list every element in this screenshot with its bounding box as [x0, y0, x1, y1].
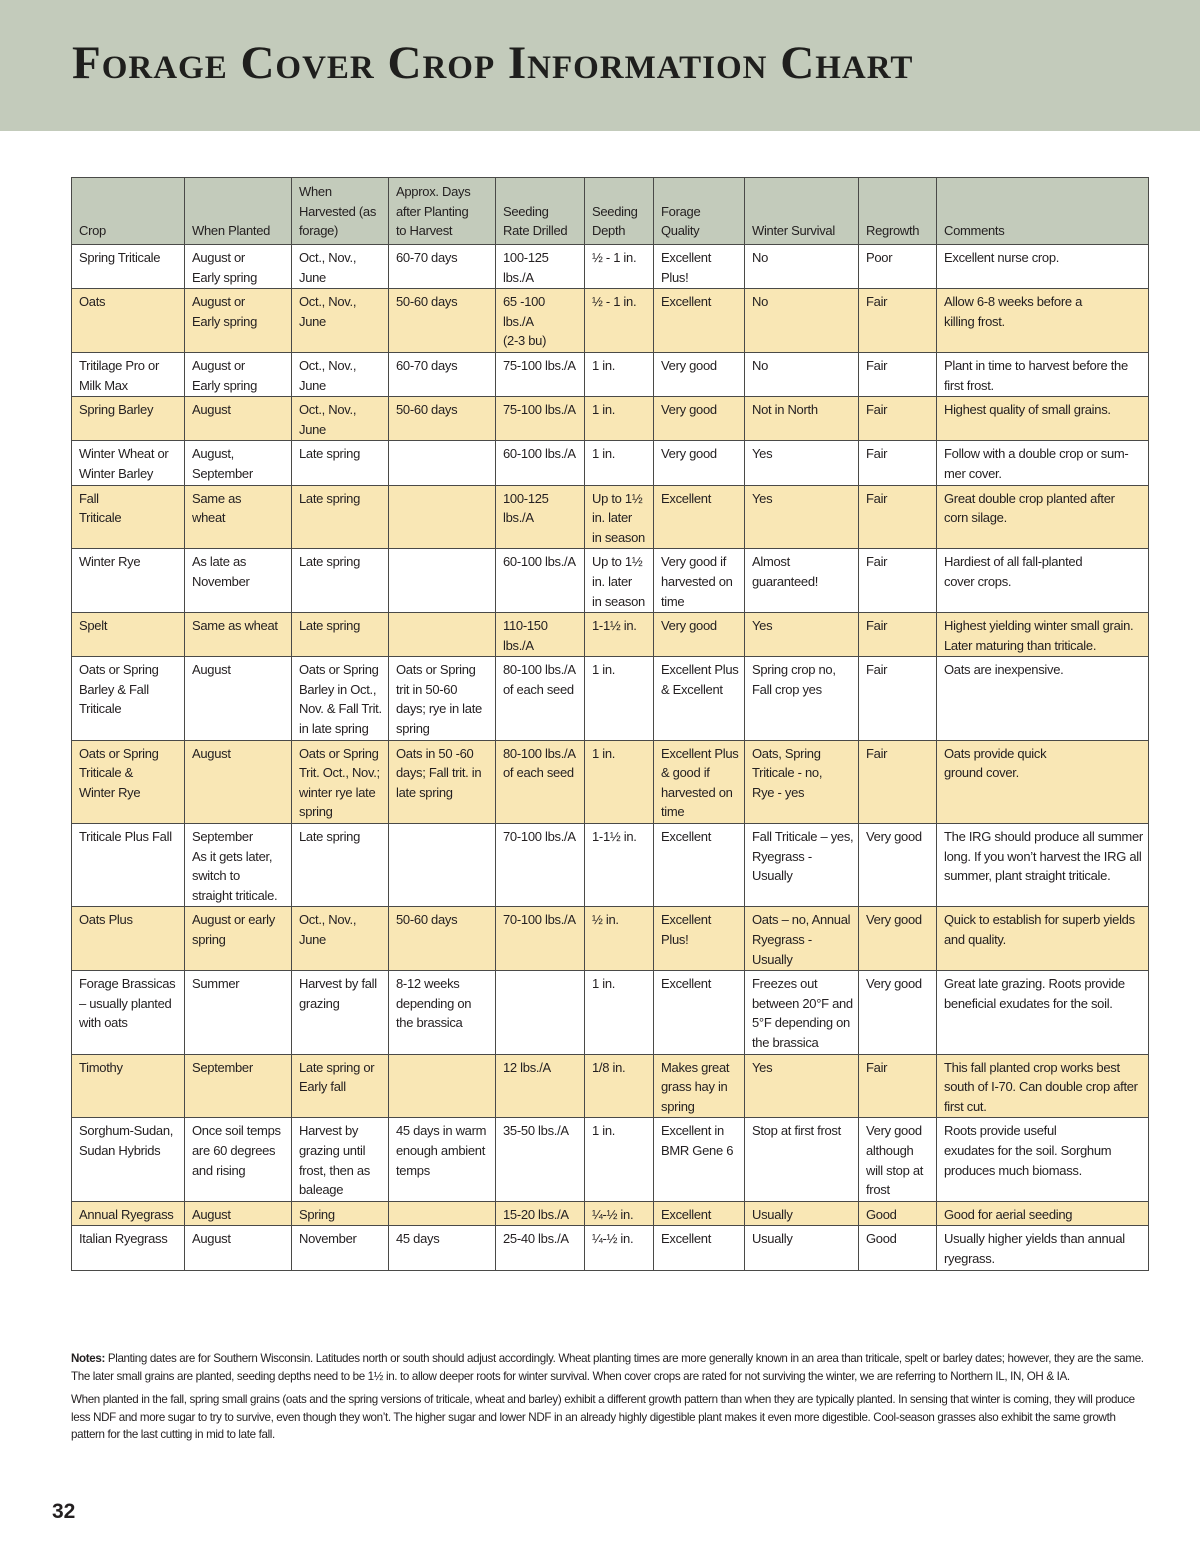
cell-winter-survival: Oats, Spring Triticale - no, Rye - yes [745, 740, 859, 823]
cell-when-planted: August [185, 657, 292, 740]
cell-comments: This fall planted crop works best south of I-70. Can double crop after first cut. [937, 1054, 1149, 1118]
cell-forage-quality: Very good [654, 613, 745, 657]
cell-forage-quality: Very good [654, 352, 745, 396]
table-row [72, 1118, 1149, 1201]
cell-seeding-depth: 1 in. [585, 740, 654, 823]
table-row [72, 485, 1149, 549]
cell-when-harvested: Oats or Spring Barley in Oct., Nov. & Fall Trit. in late spring [292, 657, 389, 740]
cell-regrowth: Fair [859, 613, 937, 657]
cell-when-planted: Same as wheat [185, 613, 292, 657]
cell-days-to-harvest: Oats in 50 -60 days; Fall trit. in late spring [389, 740, 496, 823]
cell-regrowth: Good [859, 1201, 937, 1226]
column-header-when-planted: When Planted [185, 178, 292, 245]
table-row [72, 971, 1149, 1054]
cell-crop: Triticale Plus Fall [72, 824, 185, 907]
column-header-comments: Comments [937, 178, 1149, 245]
cell-regrowth: Fair [859, 397, 937, 441]
cell-when-harvested: Oct., Nov., June [292, 907, 389, 971]
cell-comments: Oats are inexpensive. [937, 657, 1149, 740]
title-banner [0, 0, 1200, 131]
cell-seeding-rate: 60-100 lbs./A [496, 441, 585, 485]
cell-seeding-depth: 1 in. [585, 971, 654, 1054]
cell-regrowth: Poor [859, 245, 937, 289]
cell-days-to-harvest: Oats or Spring trit in 50-60 days; rye in late spring [389, 657, 496, 740]
cell-seeding-rate: 100-125 lbs./A [496, 245, 585, 289]
cell-regrowth: Fair [859, 441, 937, 485]
column-header-seeding-rate: Seeding Rate Drilled [496, 178, 585, 245]
table-row [72, 397, 1149, 441]
cell-when-planted: Once soil temps are 60 degrees and rising [185, 1118, 292, 1201]
cell-when-planted: August or Early spring [185, 245, 292, 289]
cell-when-harvested: Late spring [292, 485, 389, 549]
cell-when-planted: September As it gets later, switch to straight triticale. [185, 824, 292, 907]
cell-regrowth: Fair [859, 352, 937, 396]
cell-winter-survival: Stop at first frost [745, 1118, 859, 1201]
cell-seeding-rate: 70-100 lbs./A [496, 824, 585, 907]
cell-crop: Italian Ryegrass [72, 1226, 185, 1270]
cell-comments: Hardiest of all fall-planted cover crops. [937, 549, 1149, 613]
table-row [72, 289, 1149, 353]
cell-seeding-rate: 65 -100 lbs./A (2-3 bu) [496, 289, 585, 353]
cell-days-to-harvest: 8-12 weeks depending on the brassica [389, 971, 496, 1054]
cell-days-to-harvest: 45 days in warm enough ambient temps [389, 1118, 496, 1201]
crop-table-container [71, 177, 1148, 1271]
cell-comments: Great double crop planted after corn silage. [937, 485, 1149, 549]
cell-when-planted: August [185, 740, 292, 823]
cell-when-planted: As late as November [185, 549, 292, 613]
cell-when-planted: August [185, 1201, 292, 1226]
cell-crop: Oats or Spring Barley & Fall Triticale [72, 657, 185, 740]
cell-when-harvested: Late spring [292, 613, 389, 657]
column-header-days-to-harvest: Approx. Days after Planting to Harvest [389, 178, 496, 245]
cell-when-harvested: Late spring or Early fall [292, 1054, 389, 1118]
cell-forage-quality: Very good if harvested on time [654, 549, 745, 613]
cell-seeding-rate: 35-50 lbs./A [496, 1118, 585, 1201]
cell-days-to-harvest [389, 485, 496, 549]
table-row [72, 740, 1149, 823]
cell-seeding-rate: 110-150 lbs./A [496, 613, 585, 657]
cell-comments: Oats provide quick ground cover. [937, 740, 1149, 823]
cell-crop: Timothy [72, 1054, 185, 1118]
cell-when-harvested: Oats or Spring Trit. Oct., Nov.; winter rye late spring [292, 740, 389, 823]
cell-comments: Roots provide useful exudates for the soil. Sorghum produces much biomass. [937, 1118, 1149, 1201]
cell-seeding-rate: 70-100 lbs./A [496, 907, 585, 971]
cell-seeding-depth: Up to 1½ in. later in season [585, 485, 654, 549]
table-row [72, 441, 1149, 485]
cell-when-harvested: November [292, 1226, 389, 1270]
table-row [72, 245, 1149, 289]
cell-comments: Plant in time to harvest before the first frost. [937, 352, 1149, 396]
cell-winter-survival: Usually [745, 1226, 859, 1270]
table-row [72, 1054, 1149, 1118]
cell-comments: Excellent nurse crop. [937, 245, 1149, 289]
cell-seeding-depth: 1 in. [585, 441, 654, 485]
cell-seeding-depth: ¼-½ in. [585, 1201, 654, 1226]
cell-crop: Oats Plus [72, 907, 185, 971]
cell-seeding-depth: 1 in. [585, 657, 654, 740]
cell-crop: Winter Wheat or Winter Barley [72, 441, 185, 485]
cell-regrowth: Fair [859, 485, 937, 549]
cell-when-planted: August or early spring [185, 907, 292, 971]
cell-winter-survival: Freezes out between 20°F and 5°F depending on the brassica [745, 971, 859, 1054]
cell-seeding-depth: Up to 1½ in. later in season [585, 549, 654, 613]
column-header-crop: Crop [72, 178, 185, 245]
table-row [72, 549, 1149, 613]
cell-days-to-harvest: 45 days [389, 1226, 496, 1270]
cell-when-planted: August [185, 397, 292, 441]
cell-forage-quality: Excellent Plus & good if harvested on time [654, 740, 745, 823]
cell-regrowth: Very good [859, 824, 937, 907]
cell-forage-quality: Excellent [654, 824, 745, 907]
cell-days-to-harvest [389, 613, 496, 657]
column-header-winter-survival: Winter Survival [745, 178, 859, 245]
cell-regrowth: Fair [859, 1054, 937, 1118]
cell-winter-survival: Yes [745, 441, 859, 485]
cell-seeding-rate: 75-100 lbs./A [496, 397, 585, 441]
cell-seeding-depth: 1/8 in. [585, 1054, 654, 1118]
cell-winter-survival: Not in North [745, 397, 859, 441]
table-row [72, 1201, 1149, 1226]
cell-forage-quality: Excellent [654, 971, 745, 1054]
cell-days-to-harvest [389, 824, 496, 907]
table-header-row [72, 178, 1149, 245]
cell-forage-quality: Excellent [654, 289, 745, 353]
cell-comments: Follow with a double crop or sum- mer cover. [937, 441, 1149, 485]
cell-when-planted: August or Early spring [185, 289, 292, 353]
cell-seeding-depth: 1-1½ in. [585, 613, 654, 657]
cell-when-planted: Summer [185, 971, 292, 1054]
cell-days-to-harvest: 60-70 days [389, 245, 496, 289]
table-row [72, 352, 1149, 396]
notes-paragraph-1 [71, 1350, 1149, 1385]
cell-comments: Allow 6-8 weeks before a killing frost. [937, 289, 1149, 353]
cell-seeding-rate: 100-125 lbs./A [496, 485, 585, 549]
cell-days-to-harvest: 60-70 days [389, 352, 496, 396]
cell-regrowth: Fair [859, 289, 937, 353]
cell-winter-survival: Usually [745, 1201, 859, 1226]
cell-winter-survival: No [745, 352, 859, 396]
cell-comments: The IRG should produce all summer long. If you won’t harvest the IRG all summer, plant straight triticale. [937, 824, 1149, 907]
cell-when-harvested: Oct., Nov., June [292, 397, 389, 441]
cell-when-harvested: Late spring [292, 441, 389, 485]
cell-days-to-harvest [389, 1054, 496, 1118]
cell-when-planted: August [185, 1226, 292, 1270]
cell-days-to-harvest [389, 441, 496, 485]
cell-forage-quality: Excellent [654, 1226, 745, 1270]
cell-days-to-harvest: 50-60 days [389, 397, 496, 441]
cell-regrowth: Very good although will stop at frost [859, 1118, 937, 1201]
cell-seeding-depth: 1 in. [585, 397, 654, 441]
cell-seeding-depth: 1 in. [585, 352, 654, 396]
column-header-forage-quality: Forage Quality [654, 178, 745, 245]
table-row [72, 824, 1149, 907]
table-row [72, 907, 1149, 971]
column-header-when-harvested: When Harvested (as forage) [292, 178, 389, 245]
cell-winter-survival: Yes [745, 485, 859, 549]
cell-comments: Quick to establish for superb yields and quality. [937, 907, 1149, 971]
cell-seeding-depth: ¼-½ in. [585, 1226, 654, 1270]
cell-crop: Oats [72, 289, 185, 353]
cell-seeding-rate [496, 971, 585, 1054]
cell-winter-survival: Spring crop no, Fall crop yes [745, 657, 859, 740]
column-header-seeding-depth: Seeding Depth [585, 178, 654, 245]
cell-seeding-rate: 25-40 lbs./A [496, 1226, 585, 1270]
cell-regrowth: Very good [859, 907, 937, 971]
notes-section [71, 1350, 1149, 1450]
cell-when-planted: Same as wheat [185, 485, 292, 549]
cell-days-to-harvest: 50-60 days [389, 907, 496, 971]
column-header-regrowth: Regrowth [859, 178, 937, 245]
cell-crop: Tritilage Pro or Milk Max [72, 352, 185, 396]
cell-crop: Fall Triticale [72, 485, 185, 549]
table-row [72, 657, 1149, 740]
cell-when-planted: August or Early spring [185, 352, 292, 396]
cell-crop: Oats or Spring Triticale & Winter Rye [72, 740, 185, 823]
cell-regrowth: Fair [859, 549, 937, 613]
cell-comments: Usually higher yields than annual ryegrass. [937, 1226, 1149, 1270]
cell-seeding-rate: 60-100 lbs./A [496, 549, 585, 613]
cell-seeding-rate: 80-100 lbs./A of each seed [496, 740, 585, 823]
cell-when-planted: August, September [185, 441, 292, 485]
cell-seeding-depth: ½ - 1 in. [585, 245, 654, 289]
cell-seeding-rate: 15-20 lbs./A [496, 1201, 585, 1226]
cell-when-harvested: Harvest by grazing until frost, then as baleage [292, 1118, 389, 1201]
cell-regrowth: Good [859, 1226, 937, 1270]
cell-when-harvested: Oct., Nov., June [292, 289, 389, 353]
cell-when-harvested: Oct., Nov., June [292, 245, 389, 289]
cell-crop: Spring Barley [72, 397, 185, 441]
cell-seeding-depth: ½ in. [585, 907, 654, 971]
cell-forage-quality: Makes great grass hay in spring [654, 1054, 745, 1118]
table-row [72, 613, 1149, 657]
cell-winter-survival: Almost guaranteed! [745, 549, 859, 613]
cell-when-harvested: Late spring [292, 549, 389, 613]
notes-paragraph-2: When planted in the fall, spring small grains (oats and the spring versions of triticale, wheat and barley) exhibit a different growth pattern than when they are typically planted. In sensing that winter is coming, they will produce less NDF and more sugar to try to survive, even though they won’t. The higher sugar and lower NDF in an already highly digestible plant makes it even more digestible. Cool-season grasses also exhibit the same growth pattern for the last cutting in mid to late fall. [71, 1393, 1135, 1441]
notes-text-1: Planting dates are for Southern Wisconsin. Latitudes north or south should adjust accordingly. Wheat planting times are more generally known in an area than triticale, spelt or barley dates; however, they are the same. The later small grains are planted, seeding depths need to be 1½ in. to allow deeper roots for winter survival. When cover crops are rated for not surviving the winter, we are referring to Northern IL, IN, OH & IA. [71, 1352, 1144, 1383]
cell-forage-quality: Excellent in BMR Gene 6 [654, 1118, 745, 1201]
cell-winter-survival: Yes [745, 613, 859, 657]
cell-days-to-harvest: 50-60 days [389, 289, 496, 353]
cell-forage-quality: Excellent Plus! [654, 907, 745, 971]
cell-crop: Spring Triticale [72, 245, 185, 289]
cell-winter-survival: No [745, 245, 859, 289]
cell-when-planted: September [185, 1054, 292, 1118]
cell-seeding-rate: 80-100 lbs./A of each seed [496, 657, 585, 740]
cell-seeding-rate: 75-100 lbs./A [496, 352, 585, 396]
cell-forage-quality: Excellent [654, 1201, 745, 1226]
cell-crop: Spelt [72, 613, 185, 657]
cell-when-harvested: Harvest by fall grazing [292, 971, 389, 1054]
cell-regrowth: Fair [859, 740, 937, 823]
cell-forage-quality: Very good [654, 441, 745, 485]
cell-forage-quality: Excellent Plus! [654, 245, 745, 289]
cell-forage-quality: Excellent Plus & Excellent [654, 657, 745, 740]
cell-comments: Highest quality of small grains. [937, 397, 1149, 441]
cell-crop: Forage Brassicas – usually planted with oats [72, 971, 185, 1054]
cell-comments: Highest yielding winter small grain. Later maturing than triticale. [937, 613, 1149, 657]
cell-winter-survival: No [745, 289, 859, 353]
cell-comments: Good for aerial seeding [937, 1201, 1149, 1226]
cell-seeding-rate: 12 lbs./A [496, 1054, 585, 1118]
page-title: Forage Cover Crop Information Chart [72, 37, 914, 89]
cell-when-harvested: Oct., Nov., June [292, 352, 389, 396]
cell-days-to-harvest [389, 1201, 496, 1226]
page-number: 32 [52, 1500, 76, 1523]
cell-winter-survival: Yes [745, 1054, 859, 1118]
cell-when-harvested: Late spring [292, 824, 389, 907]
cell-forage-quality: Very good [654, 397, 745, 441]
cell-when-harvested: Spring [292, 1201, 389, 1226]
cell-days-to-harvest [389, 549, 496, 613]
cell-crop: Winter Rye [72, 549, 185, 613]
cell-forage-quality: Excellent [654, 485, 745, 549]
cell-regrowth: Very good [859, 971, 937, 1054]
crop-info-table [71, 177, 1149, 1271]
cell-crop: Annual Ryegrass [72, 1201, 185, 1226]
table-row [72, 1226, 1149, 1270]
cell-seeding-depth: 1 in. [585, 1118, 654, 1201]
cell-crop: Sorghum-Sudan, Sudan Hybrids [72, 1118, 185, 1201]
cell-winter-survival: Oats – no, Annual Ryegrass - Usually [745, 907, 859, 971]
cell-comments: Great late grazing. Roots provide beneficial exudates for the soil. [937, 971, 1149, 1054]
cell-winter-survival: Fall Triticale – yes, Ryegrass - Usually [745, 824, 859, 907]
cell-seeding-depth: ½ - 1 in. [585, 289, 654, 353]
table-body [72, 245, 1149, 1271]
cell-seeding-depth: 1-1½ in. [585, 824, 654, 907]
cell-regrowth: Fair [859, 657, 937, 740]
notes-label: Notes: [71, 1352, 105, 1365]
